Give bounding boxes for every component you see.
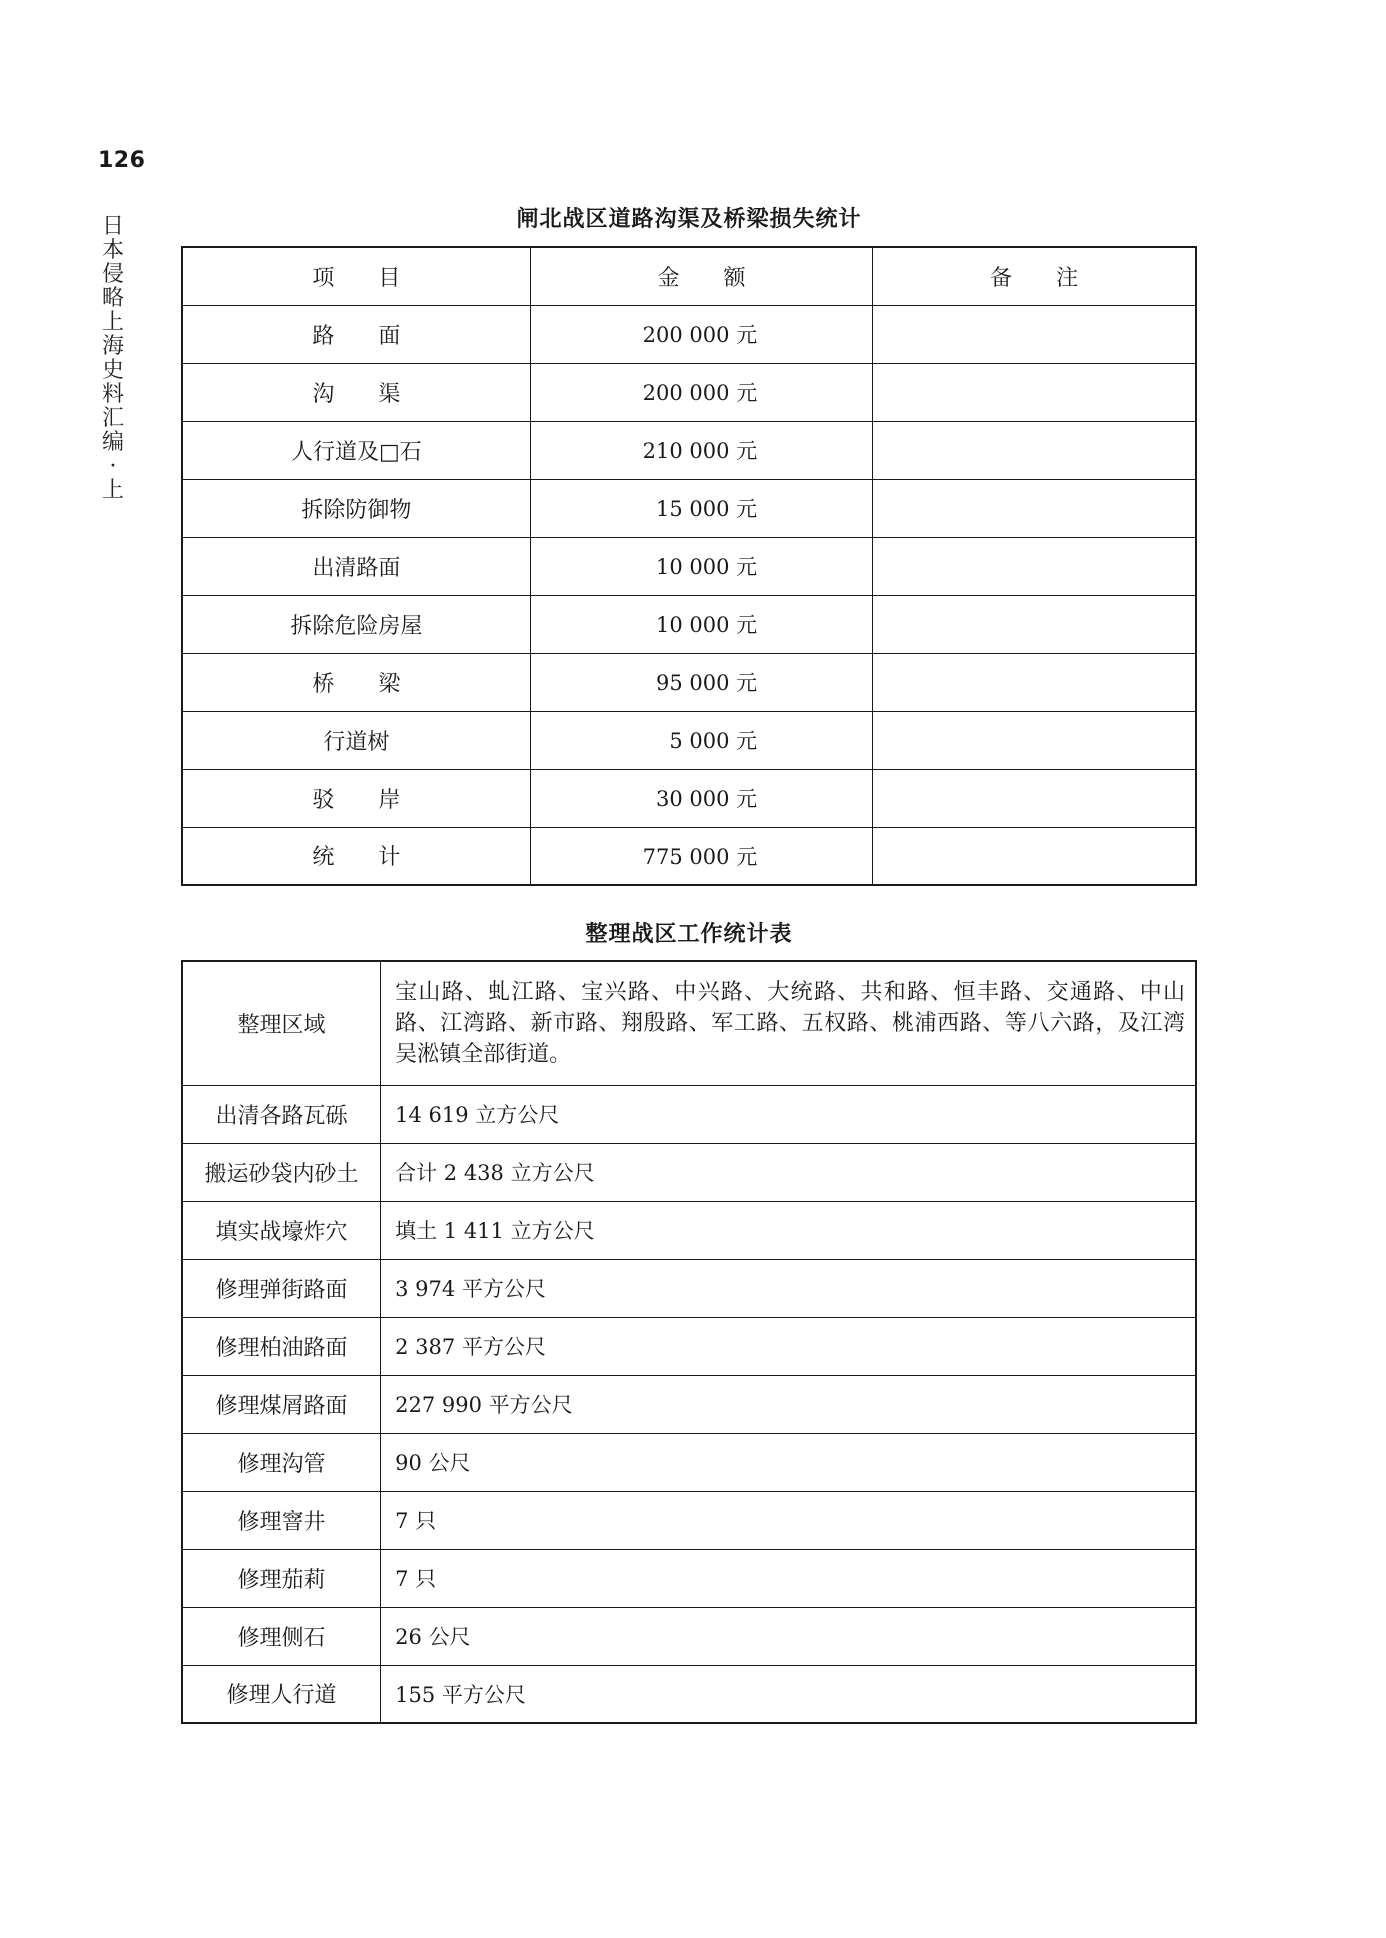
item-cell: 统 计 (182, 827, 530, 885)
note-cell (873, 537, 1196, 595)
note-cell (873, 769, 1196, 827)
amount-cell: 5 000 元 (530, 711, 872, 769)
table-row-total (182, 827, 1196, 885)
amount-cell: 30 000 元 (530, 769, 872, 827)
label-cell: 修理窨井 (182, 1491, 381, 1549)
table-row (182, 1085, 1196, 1143)
label-cell: 修理柏油路面 (182, 1317, 381, 1375)
road-losses-table (181, 246, 1197, 886)
label-cell: 修理人行道 (182, 1665, 381, 1723)
amount-cell: 10 000 元 (530, 595, 872, 653)
column-header-note: 备 注 (873, 247, 1196, 305)
label-cell: 修理茄莉 (182, 1549, 381, 1607)
label-cell: 修理弹街路面 (182, 1259, 381, 1317)
table-row (182, 1665, 1196, 1723)
value-cell: 227 990 平方公尺 (381, 1375, 1196, 1433)
value-cell: 26 公尺 (381, 1607, 1196, 1665)
item-cell: 拆除危险房屋 (182, 595, 530, 653)
note-cell (873, 479, 1196, 537)
table-row (182, 653, 1196, 711)
amount-cell: 10 000 元 (530, 537, 872, 595)
label-cell: 修理沟管 (182, 1433, 381, 1491)
table-row (182, 595, 1196, 653)
amount-cell: 200 000 元 (530, 305, 872, 363)
book-series-title: 日本侵略上海史料汇编·上 (101, 214, 124, 503)
column-header-item: 项 目 (182, 247, 530, 305)
table-title-work-stats: 整理战区工作统计表 (585, 922, 793, 947)
page-number: 126 (98, 148, 146, 173)
item-cell: 拆除防御物 (182, 479, 530, 537)
note-cell (873, 595, 1196, 653)
value-cell: 14 619 立方公尺 (381, 1085, 1196, 1143)
table-row (182, 1375, 1196, 1433)
amount-cell: 15 000 元 (530, 479, 872, 537)
label-cell: 出清各路瓦砾 (182, 1085, 381, 1143)
value-cell: 7 只 (381, 1491, 1196, 1549)
amount-cell: 95 000 元 (530, 653, 872, 711)
amount-cell: 200 000 元 (530, 363, 872, 421)
area-description-cell: 宝山路、虬江路、宝兴路、中兴路、大统路、共和路、恒丰路、交通路、中山路、江湾路、新市路、翔殷路、军工路、五权路、桃浦西路、等八六路，及江湾吴淞镇全部街道。 (381, 961, 1196, 1085)
table-row (182, 1317, 1196, 1375)
table-row (182, 1201, 1196, 1259)
item-cell: 沟 渠 (182, 363, 530, 421)
label-cell: 整理区域 (182, 961, 381, 1085)
note-cell (873, 421, 1196, 479)
table-row (182, 1143, 1196, 1201)
table-row (182, 1259, 1196, 1317)
table-row (182, 363, 1196, 421)
value-cell: 2 387 平方公尺 (381, 1317, 1196, 1375)
value-cell: 90 公尺 (381, 1433, 1196, 1491)
label-cell: 填实战壕炸穴 (182, 1201, 381, 1259)
item-cell: 路 面 (182, 305, 530, 363)
table-row (182, 305, 1196, 363)
note-cell (873, 653, 1196, 711)
table-header-row (182, 247, 1196, 305)
label-cell: 修理侧石 (182, 1607, 381, 1665)
note-cell (873, 827, 1196, 885)
table-row (182, 479, 1196, 537)
table-row (182, 711, 1196, 769)
table-row (182, 421, 1196, 479)
label-cell: 修理煤屑路面 (182, 1375, 381, 1433)
table-row (182, 1433, 1196, 1491)
amount-cell: 775 000 元 (530, 827, 872, 885)
work-stats-table (181, 960, 1197, 1724)
item-cell: 桥 梁 (182, 653, 530, 711)
note-cell (873, 711, 1196, 769)
table-row-area (182, 961, 1196, 1085)
column-header-amount: 金 额 (530, 247, 872, 305)
value-cell: 填土 1 411 立方公尺 (381, 1201, 1196, 1259)
note-cell (873, 305, 1196, 363)
value-cell: 155 平方公尺 (381, 1665, 1196, 1723)
table-row (182, 1607, 1196, 1665)
value-cell: 3 974 平方公尺 (381, 1259, 1196, 1317)
note-cell (873, 363, 1196, 421)
amount-cell: 210 000 元 (530, 421, 872, 479)
item-cell: 人行道及□石 (182, 421, 530, 479)
value-cell: 7 只 (381, 1549, 1196, 1607)
item-cell: 出清路面 (182, 537, 530, 595)
table-row (182, 1549, 1196, 1607)
item-cell: 驳 岸 (182, 769, 530, 827)
table-row (182, 537, 1196, 595)
table-row (182, 769, 1196, 827)
table-row (182, 1491, 1196, 1549)
value-cell: 合计 2 438 立方公尺 (381, 1143, 1196, 1201)
table-title-road-losses: 闸北战区道路沟渠及桥梁损失统计 (516, 207, 862, 232)
item-cell: 行道树 (182, 711, 530, 769)
label-cell: 搬运砂袋内砂土 (182, 1143, 381, 1201)
